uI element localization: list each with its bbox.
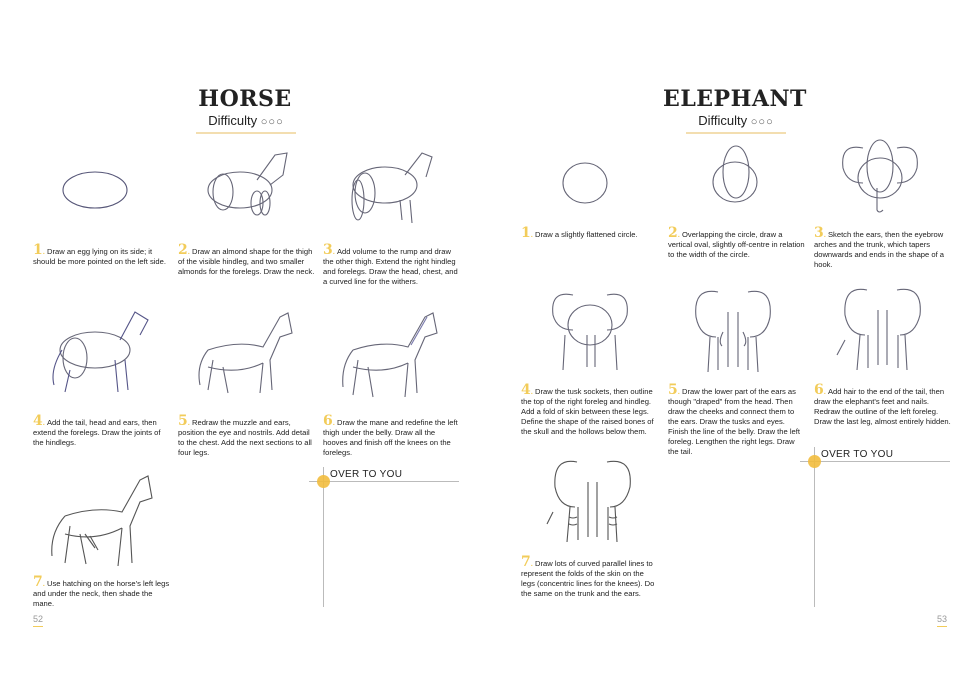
horse-step-5-text: 5. Redraw the muzzle and ears, position the eye and nostrils. Add detail to the chest. Add the next sections to all four legs. bbox=[178, 413, 312, 457]
horse-step-5-drawing bbox=[188, 305, 303, 400]
horse-step-7-drawing bbox=[40, 468, 160, 573]
elephant-step-4-text: 4. Draw the tusk sockets, then outline the top of the right foreleg and hindleg. Add a fold of skin between these legs. Define the shape of the raised bones of the skull and the hollows below them. bbox=[521, 382, 654, 436]
horse-step-2-drawing bbox=[195, 145, 305, 225]
yellow-dot-icon bbox=[808, 455, 821, 468]
over-to-you-heading: OVER TO YOU bbox=[821, 449, 894, 460]
over-to-you-area-left bbox=[309, 467, 459, 607]
horse-step-3-drawing bbox=[340, 145, 450, 230]
difficulty-label: Difficulty bbox=[208, 113, 258, 128]
difficulty-rating bbox=[196, 113, 296, 134]
horse-step-4-text: 4. Add the tail, head and ears, then extend the forelegs. Draw the joints of the hindlegs. bbox=[33, 413, 161, 447]
yellow-dot-icon bbox=[317, 475, 330, 488]
elephant-step-2-drawing bbox=[700, 140, 770, 215]
elephant-step-3-drawing bbox=[835, 138, 925, 218]
difficulty-rating bbox=[686, 113, 786, 134]
page-number-left: 52 bbox=[33, 614, 43, 627]
elephant-step-6-drawing bbox=[835, 280, 930, 375]
over-to-you-area-right bbox=[800, 447, 950, 607]
horse-step-1-text: 1. Draw an egg lying on its side; it should be more pointed on the left side. bbox=[33, 242, 166, 266]
horse-step-6-drawing bbox=[333, 305, 448, 405]
difficulty-dots: ○○○ bbox=[260, 116, 284, 128]
elephant-step-4-drawing bbox=[545, 285, 635, 375]
difficulty-label: Difficulty bbox=[698, 113, 748, 128]
elephant-step-5-drawing bbox=[688, 282, 778, 377]
horse-step-4-drawing bbox=[40, 300, 160, 400]
page-title-horse: HORSE bbox=[198, 86, 292, 112]
elephant-step-6-text: 6. Add hair to the end of the tail, then draw the elephant's feet and nails. Redraw the outline of the left foreleg. Draw the last leg, almost entirely hidden. bbox=[814, 382, 951, 426]
over-to-you-heading: OVER TO YOU bbox=[330, 469, 403, 480]
elephant-step-1-text: 1. Draw a slightly flattened circle. bbox=[521, 225, 638, 241]
elephant-step-2-text: 2. Overlapping the circle, draw a vertical oval, slightly off-centre in relation to the width of the circle. bbox=[668, 225, 805, 259]
horse-step-3-text: 3. Add volume to the rump and draw the other thigh. Extend the right hindleg and forelegs. Draw the head, chest, and a curved line for the withers. bbox=[323, 242, 458, 286]
horse-step-1-drawing bbox=[50, 160, 140, 220]
difficulty-dots: ○○○ bbox=[750, 116, 774, 128]
horse-step-2-text: 2. Draw an almond shape for the thigh of the visible hindleg, and two smaller almonds for the forelegs. Draw the neck. bbox=[178, 242, 315, 276]
page-number-right: 53 bbox=[937, 614, 947, 627]
page-title-elephant: ELEPHANT bbox=[663, 86, 807, 112]
horse-step-6-text: 6. Draw the mane and redefine the left thigh under the belly. Draw all the hooves and finish off the knees on the forelegs. bbox=[323, 413, 458, 457]
horse-step-7-text: 7. Use hatching on the horse's left legs and under the neck, then shade the mane. bbox=[33, 574, 170, 608]
elephant-step-1-drawing bbox=[555, 155, 615, 210]
elephant-step-5-text: 5. Draw the lower part of the ears as though "draped" from the head. Then draw the cheeks and connect them to the ears. Draw the tusks and eyes. Finish the line of the belly. Draw the left foreleg. Lengthen the right legs. Draw the tail. bbox=[668, 382, 800, 456]
elephant-step-3-text: 3. Sketch the ears, then the eyebrow arches and the trunk, which tapers downwards and ends in the shape of a hook. bbox=[814, 225, 945, 269]
elephant-step-7-text: 7. Draw lots of curved parallel lines to represent the folds of the skin on the legs (concentric lines for the knees). Do the same on the trunk and the ears. bbox=[521, 554, 655, 598]
elephant-step-7-drawing bbox=[545, 452, 640, 547]
